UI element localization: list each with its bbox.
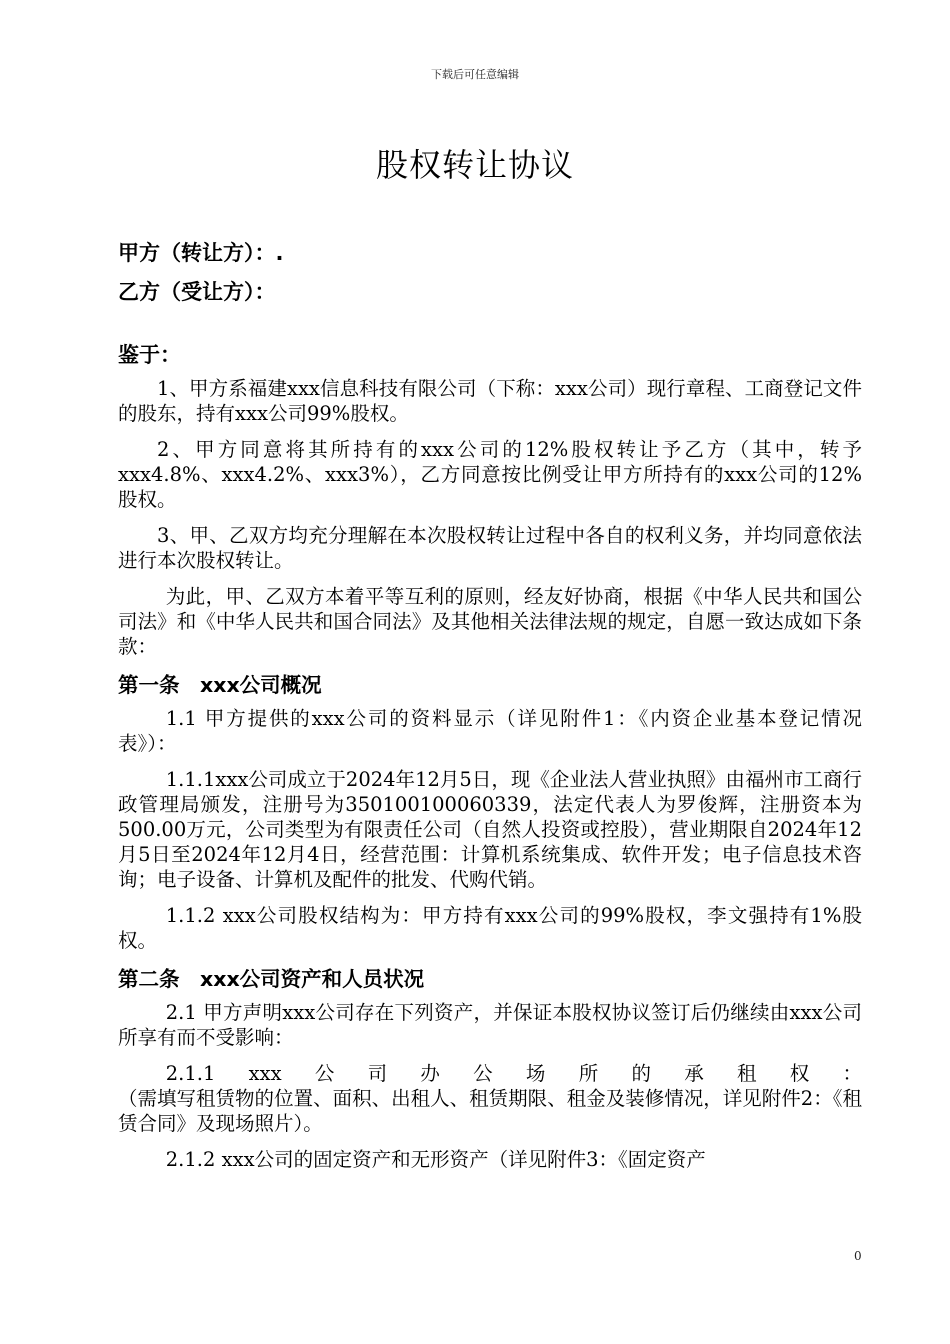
article-2-heading: 第二条 xxx公司资产和人员状况 xyxy=(118,967,425,991)
whereas-paragraph-2: 2、甲方同意将其所持有的xxx公司的12%股权转让予乙方（其中，转予xxx4.8%、xxx4.2%、xxx3%），乙方同意按比例受让甲方所持有的xxx公司的12%股权。 xyxy=(118,438,862,511)
whereas-paragraph-1: 1、甲方系福建xxx信息科技有限公司（下称：xxx公司）现行章程、工商登记文件的股东，持有xxx公司99%股权。 xyxy=(118,377,862,425)
clause-2-1: 2.1 甲方声明xxx公司存在下列资产，并保证本股权协议签订后仍继续由xxx公司所享有而不受影响： xyxy=(118,1001,862,1049)
article-1-heading: 第一条 xxx公司概况 xyxy=(118,673,322,697)
clause-1-1-1: 1.1.1xxx公司成立于2024年12月5日，现《企业法人营业执照》由福州市工商行政管理局颁发，注册号为350100100060339，法定代表人为罗俊辉，注册资本为500.00万元，公司类型为有限责任公司（自然人投资或控股），营业期限自2024年12月5日至2024年12月4日，经营范围：计算机系统集成、软件开发；电子信息技术咨询；电子设备、计算机及配件的批发、代购代销。 xyxy=(118,768,862,891)
clause-1-1-2: 1.1.2 xxx公司股权结构为：甲方持有xxx公司的99%股权，李文强持有1%股权。 xyxy=(118,904,862,952)
clause-2-1-2: 2.1.2 xxx公司的固定资产和无形资产（详见附件3：《固定资产 xyxy=(165,1148,706,1171)
header-note: 下载后可任意编辑 xyxy=(431,68,519,81)
clause-2-1-1-details: （需填写租赁物的位置、面积、出租人、租赁期限、租金及装修情况，详见附件2：《租赁合同》及现场照片）。 xyxy=(118,1087,862,1135)
whereas-paragraph-3: 3、甲、乙双方均充分理解在本次股权转让过程中各自的权利义务，并均同意依法进行本次股权转让。 xyxy=(118,524,862,572)
spacer xyxy=(118,312,862,338)
party-a-line: 甲方（转让方）：. xyxy=(118,241,284,265)
document-body xyxy=(118,234,862,1183)
clause-2-1-1 xyxy=(118,1061,862,1136)
clause-2-1-1-line-1: 2.1.1 xxx 公 司 办 公 场 所 的 承 租 权 ： xyxy=(165,1062,862,1085)
clause-1-1: 1.1 甲方提供的xxx公司的资料显示（详见附件1：《内资企业基本登记情况表》）： xyxy=(118,707,862,755)
document-title: 股权转让协议 xyxy=(375,146,574,184)
whereas-heading: 鉴于： xyxy=(118,343,181,367)
party-b-line: 乙方（受让方）： xyxy=(118,280,276,304)
page-number: 0 xyxy=(854,1249,862,1263)
agreement-intro-paragraph: 为此，甲、乙双方本着平等互利的原则，经友好协商，根据《中华人民共和国公司法》和《中华人民共和国合同法》及其他相关法律法规的规定，自愿一致达成如下条款： xyxy=(118,585,862,658)
